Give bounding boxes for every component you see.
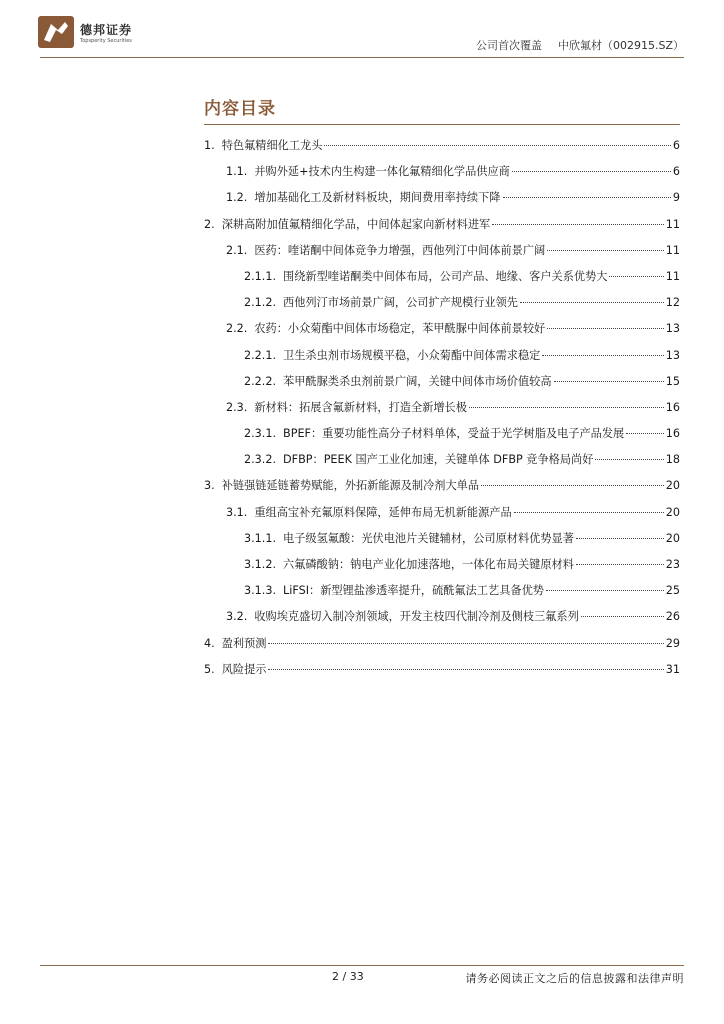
toc-entry-number: 2.2.1. (244, 348, 277, 362)
toc-entry[interactable] (204, 602, 680, 628)
legal-disclaimer: 请务必阅读正文之后的信息披露和法律声明 (465, 972, 684, 985)
toc-entry-title: 风险提示 (221, 662, 267, 676)
toc-entry[interactable] (204, 655, 680, 681)
toc-entry-page: 26 (665, 610, 680, 624)
toc-entry-page: 31 (665, 662, 680, 676)
toc-entry-page: 13 (665, 322, 680, 336)
brand-logo (38, 16, 138, 50)
toc-entry-title: DFBP：PEEK 国产工业化加速，关键单体 DFBP 竞争格局尚好 (283, 453, 594, 467)
toc-entry-page: 12 (665, 296, 680, 310)
toc-entry-title: LiFSI：新型锂盐渗透率提升，硫酰氟法工艺具备优势 (283, 584, 544, 598)
toc-dot-leader (503, 197, 671, 198)
company-name: 中欣氟材（002915.SZ） (557, 39, 684, 52)
header-divider (40, 57, 684, 58)
toc-entry[interactable] (204, 262, 680, 288)
toc-entry[interactable] (204, 131, 680, 157)
toc-dot-leader (512, 171, 671, 172)
toc-entry[interactable] (204, 498, 680, 524)
toc-entry-page: 18 (665, 453, 680, 467)
toc-entry-page: 20 (665, 505, 680, 519)
table-of-contents (204, 131, 680, 681)
toc-entry-page: 11 (665, 217, 680, 231)
toc-dot-leader (595, 459, 663, 460)
toc-dot-leader (542, 355, 663, 356)
report-type: 公司首次覆盖 (475, 39, 542, 52)
toc-entry-number: 4. (204, 636, 215, 650)
toc-entry[interactable] (204, 236, 680, 262)
toc-entry-page: 16 (665, 427, 680, 441)
toc-entry[interactable] (204, 419, 680, 445)
toc-entry-page: 23 (665, 558, 680, 571)
toc-entry-number: 1.2. (226, 191, 248, 205)
toc-entry-number: 2.1.1. (244, 269, 277, 283)
toc-dot-leader (268, 643, 663, 644)
toc-entry-page: 11 (665, 269, 680, 283)
toc-entry[interactable] (204, 576, 680, 602)
toc-entry-number: 3.1.1. (244, 531, 277, 545)
toc-entry-page: 25 (665, 584, 680, 598)
toc-entry-title: 农药：小众菊酯中间体市场稳定，苯甲酰脲中间体前景较好 (254, 322, 546, 336)
toc-entry-page: 6 (672, 139, 680, 152)
toc-entry[interactable] (204, 288, 680, 314)
toc-entry[interactable] (204, 445, 680, 471)
toc-entry-page: 16 (665, 400, 680, 414)
brand-name: 德邦证券 (80, 23, 133, 37)
toc-entry[interactable] (204, 314, 680, 340)
toc-entry-title: 并购外延+技术内生构建一体化氟精细化学品供应商 (254, 165, 510, 179)
toc-entry[interactable] (204, 393, 680, 419)
toc-dot-leader (576, 538, 664, 539)
toc-dot-leader (492, 224, 664, 225)
toc-entry-number: 2.2. (226, 322, 248, 336)
toc-entry-page: 13 (665, 348, 680, 362)
toc-entry[interactable] (204, 471, 680, 497)
toc-entry-page: 6 (672, 165, 680, 179)
toc-entry-title: BPEF：重要功能性高分子材料单体，受益于光学树脂及电子产品发展 (283, 427, 625, 441)
toc-entry-title: 深耕高附加值氟精细化学品，中间体起家向新材料进军 (221, 217, 491, 231)
toc-title: 内容目录 (204, 99, 276, 119)
toc-dot-leader (520, 302, 664, 303)
toc-entry[interactable] (204, 629, 680, 655)
toc-entry-number: 3.1.3. (244, 584, 277, 598)
toc-entry-page: 9 (672, 191, 680, 205)
toc-entry-number: 3.1. (226, 505, 248, 519)
toc-entry-title: 六氟磷酸钠：钠电产业化加速落地，一体化布局关键原材料 (283, 558, 574, 571)
toc-entry-number: 2.3.2. (244, 453, 277, 467)
toc-dot-leader (481, 485, 664, 486)
toc-entry-title: 收购埃克盛切入制冷剂领域，开发主枝四代制冷剂及侧枝三氟系列 (254, 610, 579, 624)
toc-entry-number: 2.3.1. (244, 427, 277, 441)
toc-dot-leader (626, 433, 664, 434)
toc-entry-page: 15 (665, 374, 680, 388)
toc-dot-leader (268, 669, 663, 670)
toc-entry-title: 围绕新型喹诺酮类中间体布局，公司产品、地缘、客户关系优势大 (283, 269, 608, 283)
toc-entry-title: 补链强链延链蓄势赋能，外拓新能源及制冷剂大单品 (221, 479, 480, 493)
toc-entry-page: 29 (665, 636, 680, 650)
toc-entry-number: 2.1. (226, 243, 248, 257)
toc-entry-title: 西他列汀市场前景广阔，公司扩产规模行业领先 (283, 296, 518, 310)
toc-entry-number: 2.2.2. (244, 374, 277, 388)
toc-dot-leader (514, 512, 664, 513)
toc-dot-leader (546, 590, 664, 591)
toc-entry-title: 医药：喹诺酮中间体竞争力增强，西他列汀中间体前景广阔 (254, 243, 546, 257)
toc-entry-number: 1. (204, 139, 215, 152)
toc-entry-title: 电子级氢氟酸：光伏电池片关键辅材，公司原材料优势显著 (283, 531, 574, 545)
toc-entry[interactable] (204, 210, 680, 236)
footer-divider (40, 965, 684, 966)
toc-entry-title: 新材料：拓展含氟新材料，打造全新增长极 (254, 400, 467, 414)
toc-dot-leader (554, 381, 664, 382)
toc-entry-title: 盈利预测 (221, 636, 267, 650)
brand-name-en: Topsperity Securities (80, 38, 132, 44)
toc-entry-number: 5. (204, 662, 215, 676)
toc-entry[interactable] (204, 341, 680, 367)
toc-entry[interactable] (204, 157, 680, 183)
toc-entry-number: 3.1.2. (244, 558, 277, 571)
toc-dot-leader (576, 564, 664, 565)
toc-entry-title: 重组高宝补充氟原料保障，延伸布局无机新能源产品 (254, 505, 512, 519)
toc-entry-title: 卫生杀虫剂市场规模平稳，小众菊酯中间体需求稳定 (283, 348, 541, 362)
toc-dot-leader (324, 145, 670, 146)
toc-dot-leader (581, 616, 664, 617)
toc-entry-number: 2.3. (226, 400, 248, 414)
toc-dot-leader (609, 276, 663, 277)
toc-title-divider (204, 124, 680, 125)
toc-dot-leader (547, 250, 664, 251)
toc-entry-title: 增加基础化工及新材料板块，期间费用率持续下降 (254, 191, 501, 205)
toc-entry-number: 3.2. (226, 610, 248, 624)
toc-dot-leader (547, 328, 664, 329)
toc-entry-number: 3. (204, 479, 215, 493)
brand-emblem-icon (38, 16, 74, 48)
toc-dot-leader (469, 407, 664, 408)
toc-entry-title: 苯甲酰脲类杀虫剂前景广阔，关键中间体市场价值较高 (283, 374, 552, 388)
toc-entry[interactable] (204, 524, 680, 550)
toc-entry[interactable] (204, 367, 680, 393)
report-header (476, 37, 684, 53)
toc-entry-title: 特色氟精细化工龙头 (221, 139, 323, 152)
page-number: 2 / 33 (332, 970, 364, 983)
toc-entry-page: 20 (665, 479, 680, 493)
toc-entry-number: 2. (204, 217, 215, 231)
toc-entry-page: 20 (665, 531, 680, 545)
toc-entry[interactable] (204, 550, 680, 576)
toc-entry-number: 1.1. (226, 165, 248, 179)
toc-entry-number: 2.1.2. (244, 296, 277, 310)
toc-entry-page: 11 (665, 243, 680, 257)
toc-entry[interactable] (204, 183, 680, 209)
